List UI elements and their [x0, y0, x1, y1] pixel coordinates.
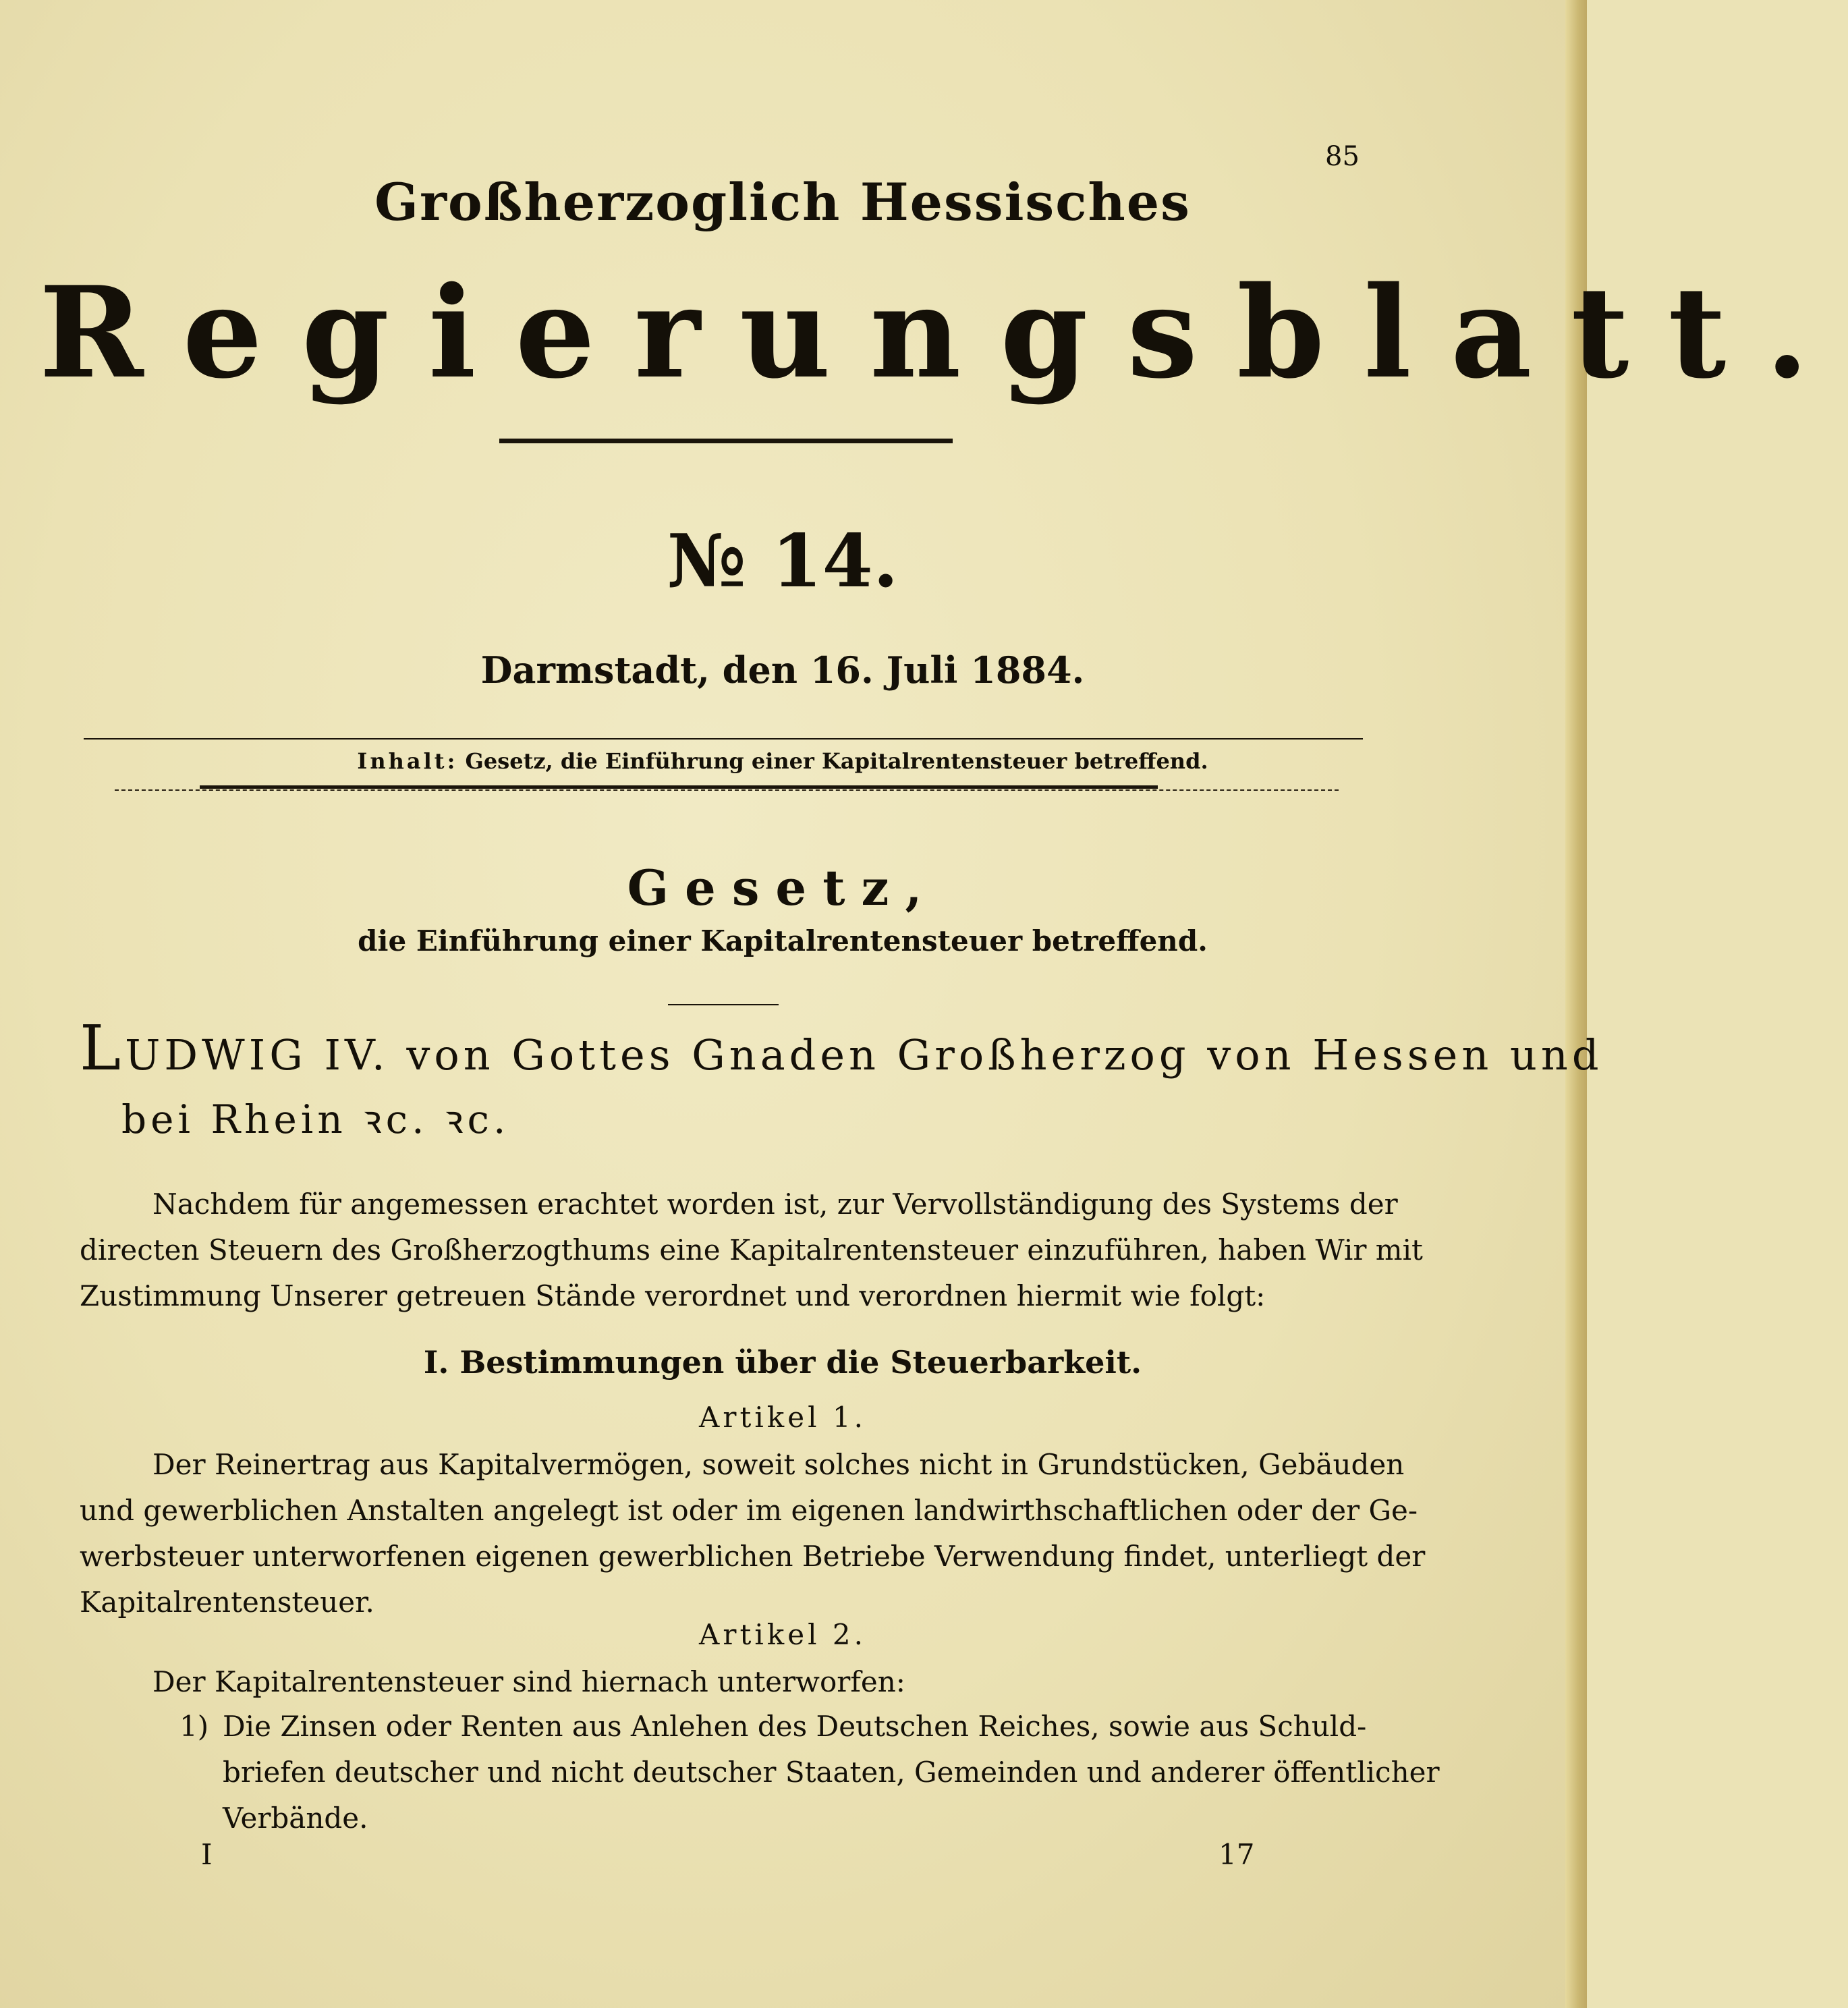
item-1-line-3: Verbände.: [223, 1802, 368, 1835]
issue-number: № 14.: [667, 519, 899, 604]
signature-right: 17: [1219, 1838, 1255, 1871]
article-2-intro: Der Kapitalrentensteuer sind hiernach unterworfen:: [152, 1665, 905, 1698]
article-1-line-4: Kapitalrentensteuer.: [80, 1586, 374, 1619]
contents-line: [0, 750, 1565, 772]
ludwig-text-1: UDWIG IV. von Gottes Gnaden Großherzog von Hessen und: [125, 1030, 1603, 1080]
article-2-heading: Artikel 2.: [699, 1618, 866, 1651]
ludwig-line-2: bei Rhein ꝛc. ꝛc.: [121, 1096, 510, 1142]
dateline: Darmstadt, den 16. Juli 1884.: [480, 648, 1085, 692]
law-title: Gesetz,: [627, 859, 939, 916]
section-heading: I. Bestimmungen über die Steuerbarkeit.: [423, 1344, 1142, 1380]
contents-label: Inhalt:: [357, 748, 458, 774]
law-title-rule: [668, 1004, 779, 1005]
masthead-rule: [499, 439, 953, 443]
contents-bottom-dash: [115, 789, 1339, 791]
article-1-line-1: Der Reinertrag aus Kapitalvermögen, soweit solches nicht in Grundstücken, Gebäuden: [152, 1448, 1405, 1481]
item-1-line-2: briefen deutscher und nicht deutscher Staaten, Gemeinden und anderer öffentlicher: [223, 1756, 1440, 1789]
contents-text: Gesetz, die Einführung einer Kapitalrentensteuer betreffend.: [465, 748, 1208, 774]
ludwig-initial: L: [80, 1012, 125, 1084]
preamble-line-2: directen Steuern des Großherzogthums eine Kapitalrentensteuer einzuführen, haben Wir mit: [80, 1233, 1423, 1266]
signature-left: I: [201, 1838, 213, 1871]
masthead-title: Regierungsblatt.: [39, 258, 1848, 406]
preamble-line-3: Zustimmung Unserer getreuen Stände verordnet und verordnen hiermit wie folgt:: [80, 1279, 1266, 1312]
item-1-number: 1): [179, 1710, 209, 1743]
article-1-line-2: und gewerblichen Anstalten angelegt ist oder im eigenen landwirthschaftlichen oder der Ge-: [80, 1494, 1418, 1527]
item-1-line-1: Die Zinsen oder Renten aus Anlehen des Deutschen Reiches, sowie aus Schuld-: [223, 1710, 1367, 1743]
contents-top-rule: [84, 738, 1363, 740]
ludwig-line-1: [80, 1012, 1603, 1084]
law-subtitle: die Einführung einer Kapitalrentensteuer betreffend.: [358, 924, 1208, 957]
contents-bottom-rule: [200, 785, 1158, 789]
header-top-line: Großherzoglich Hessisches: [374, 172, 1191, 232]
page-number: 85: [1325, 141, 1360, 172]
article-1-heading: Artikel 1.: [699, 1401, 866, 1434]
article-1-line-3: werbsteuer unterworfenen eigenen gewerblichen Betriebe Verwendung findet, unterliegt der: [80, 1540, 1426, 1573]
preamble-line-1: Nachdem für angemessen erachtet worden ist, zur Vervollständigung des Systems der: [152, 1188, 1398, 1221]
